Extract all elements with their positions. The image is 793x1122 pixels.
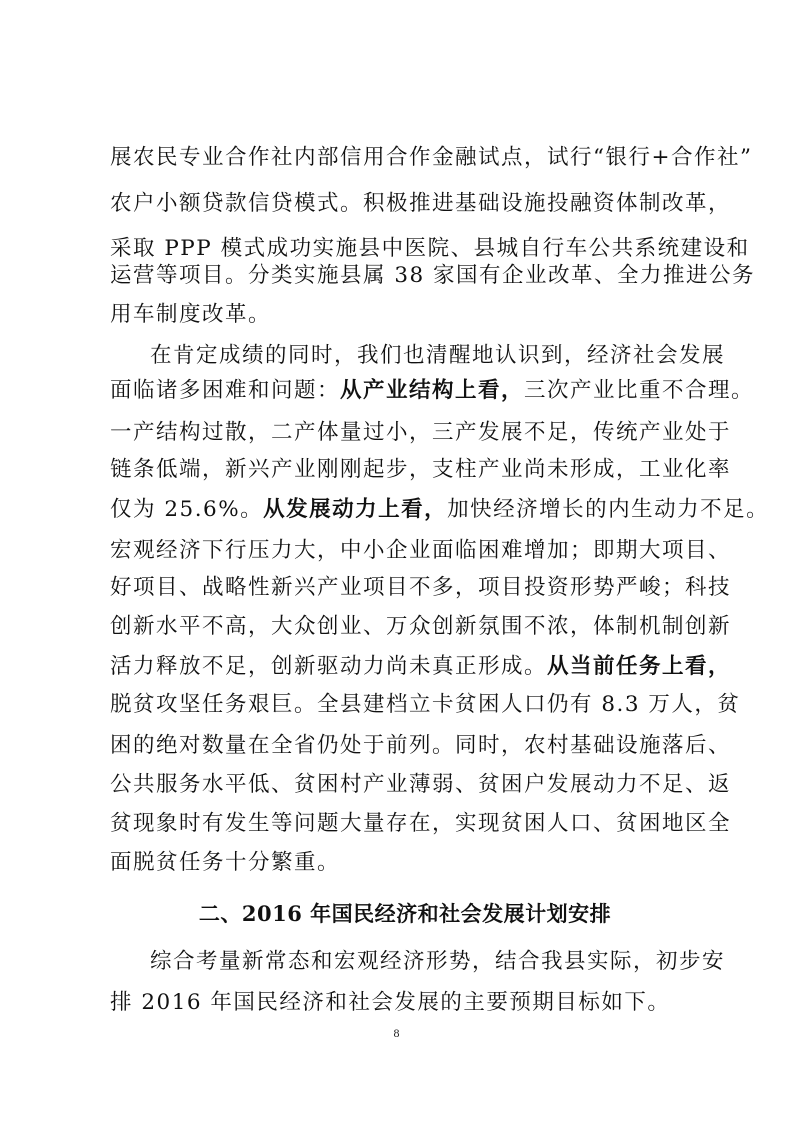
paragraph2-line2-text: 面临诸多困难和问题： (110, 378, 341, 403)
paragraph1-line4: 运营等项目。分类实施县属 38 家国有企业改革、全力推进公务 (110, 263, 756, 288)
paragraph2-line10: 脱贫攻坚任务艰巨。全县建档立卡贫困人口仍有 8.3 万人，贫 (110, 692, 741, 717)
paragraph2-line5-text: 仅为 25.6%。 (110, 497, 264, 522)
paragraph2-line9 (110, 652, 732, 682)
paragraph2-line11: 困的绝对数量在全省仍处于前列。同时，农村基础设施落后、 (110, 733, 732, 758)
paragraph2-line5-tail: 加快经济增长的内生动力不足。 (447, 497, 770, 522)
paragraph2-emphasis-dynamics: 从发展动力上看， (263, 497, 448, 522)
paragraph2-line8: 创新水平不高，大众创业、万众创新氛围不浓，体制机制创新 (110, 614, 732, 639)
paragraph2-emphasis-tasks: 从当前任务上看， (547, 654, 732, 679)
section-heading: 二、2016 年国民经济和社会发展计划安排 (198, 901, 612, 926)
paragraph2-line2-tail: 三次产业比重不合理。 (524, 378, 755, 403)
paragraph1-line2: 农户小额贷款信贷模式。积极推进基础设施投融资体制改革， (110, 191, 732, 216)
paragraph2-line5 (110, 495, 770, 525)
paragraph2-line1: 在肯定成绩的同时，我们也清醒地认识到，经济社会发展 (150, 343, 726, 368)
paragraph2-line4: 链条低端，新兴产业刚刚起步，支柱产业尚未形成，工业化率 (110, 457, 732, 482)
page-number: 8 (393, 1026, 400, 1040)
paragraph2-line9-text: 活力释放不足，创新驱动力尚未真正形成。 (110, 654, 548, 679)
paragraph1-line1: 展农民专业合作社内部信用合作金融试点，试行“银行+合作社” (110, 145, 753, 170)
paragraph2-line6: 宏观经济下行压力大，中小企业面临困难增加；即期大项目、 (110, 538, 732, 563)
paragraph1-line5: 用车制度改革。 (110, 302, 272, 327)
paragraph2-line2 (110, 376, 755, 406)
paragraph2-line12: 公共服务水平低、贫困村产业薄弱、贫困户发展动力不足、返 (110, 772, 732, 797)
paragraph2-line3: 一产结构过散，二产体量过小，三产发展不足，传统产业处于 (110, 420, 732, 445)
paragraph3-line1: 综合考量新常态和宏观经济形势，结合我县实际，初步安 (150, 949, 726, 974)
paragraph2-line7: 好项目、战略性新兴产业项目不多，项目投资形势严峻；科技 (110, 575, 732, 600)
paragraph2-emphasis-industry: 从产业结构上看， (340, 378, 525, 403)
paragraph2-line14: 面脱贫任务十分繁重。 (110, 850, 341, 875)
paragraph3-line2: 排 2016 年国民经济和社会发展的主要预期目标如下。 (110, 990, 671, 1015)
paragraph2-line13: 贫现象时有发生等问题大量存在，实现贫困人口、贫困地区全 (110, 811, 732, 836)
paragraph1-line3: 采取 PPP 模式成功实施县中医院、县城自行车公共系统建设和 (110, 236, 750, 261)
